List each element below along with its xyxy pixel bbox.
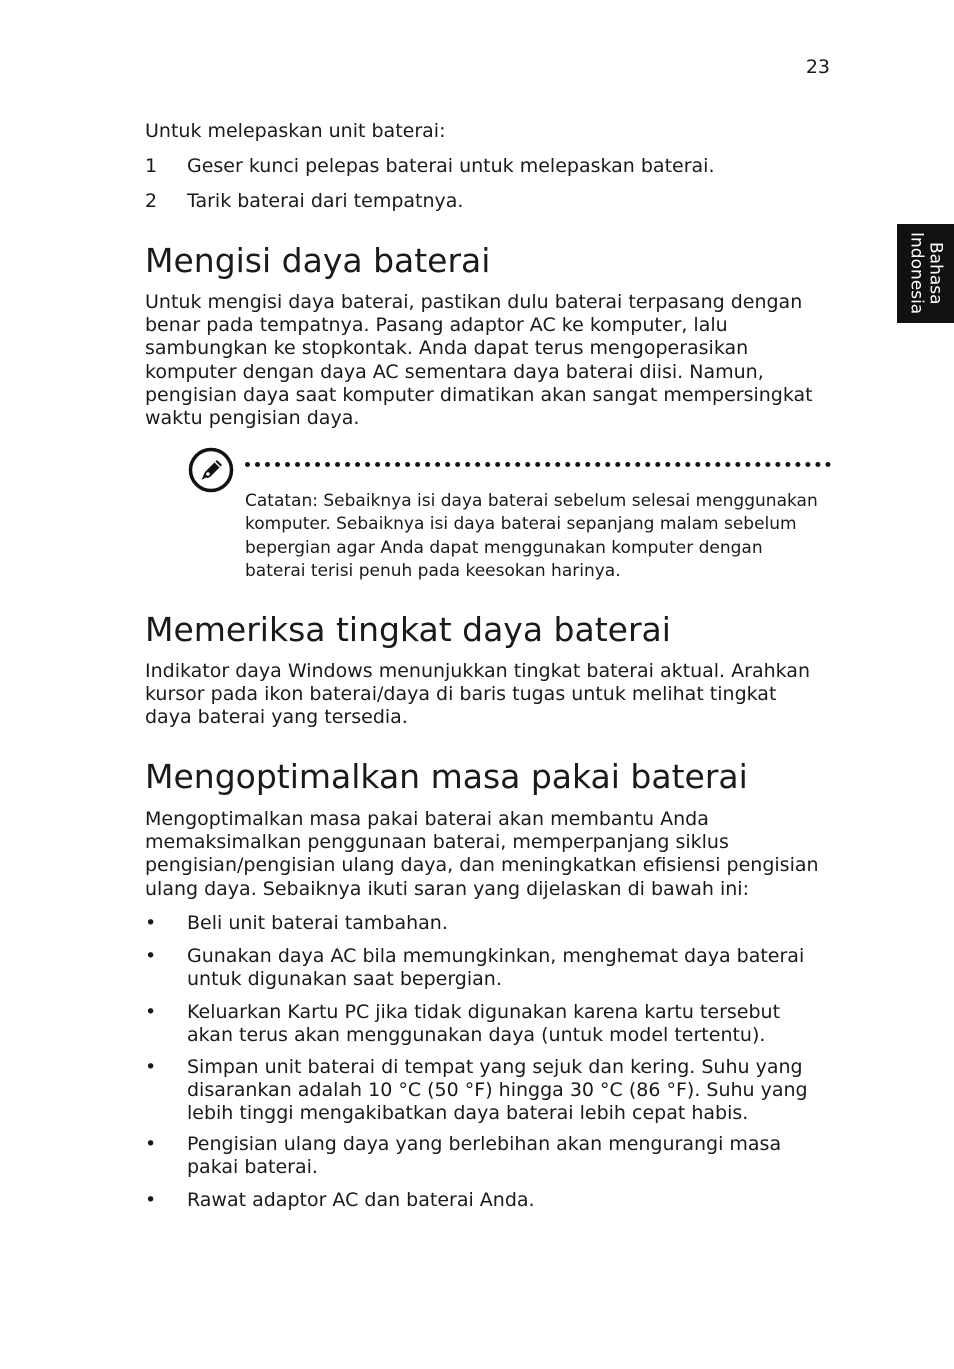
section-heading-optimizing: Mengoptimalkan masa pakai baterai bbox=[145, 757, 748, 796]
list-item-line: lebih tinggi mengakibatkan daya baterai lebih cepat habis. bbox=[187, 1102, 749, 1125]
list-item-line: Simpan unit baterai di tempat yang sejuk dan kering. Suhu yang bbox=[187, 1056, 803, 1078]
note-line: bepergian agar Anda dapat menggunakan komputer dengan bbox=[245, 537, 763, 558]
step-number: 1 bbox=[145, 155, 158, 177]
paragraph-line: Untuk mengisi daya baterai, pastikan dulu baterai terpasang dengan bbox=[145, 291, 803, 313]
step-text: Tarik baterai dari tempatnya. bbox=[187, 190, 464, 212]
note-dotted-divider bbox=[245, 462, 831, 467]
list-item-line: akan terus akan menggunakan daya (untuk model tertentu). bbox=[187, 1024, 766, 1047]
list-item-line: pakai baterai. bbox=[187, 1156, 318, 1179]
note-line: baterai terisi penuh pada keesokan harinya. bbox=[245, 560, 621, 581]
paragraph-line: memaksimalkan penggunaan baterai, memperpanjang siklus bbox=[145, 831, 729, 854]
language-side-tab: Bahasa Indonesia bbox=[897, 224, 954, 323]
list-item-line: disarankan adalah 10 °C (50 °F) hingga 30 °C (86 °F). Suhu yang bbox=[187, 1079, 808, 1102]
note-label: Catatan bbox=[245, 491, 313, 511]
paragraph-line: Indikator daya Windows menunjukkan tingkat baterai aktual. Arahkan bbox=[145, 660, 810, 682]
section-paragraph-charging bbox=[145, 291, 835, 430]
list-item-line: Pengisian ulang daya yang berlebihan akan mengurangi masa bbox=[187, 1133, 782, 1155]
bullet-icon: • bbox=[145, 945, 157, 967]
list-item-line: Rawat adaptor AC dan baterai Anda. bbox=[187, 1189, 535, 1211]
paragraph-line: pengisian daya saat komputer dimatikan akan sangat mempersingkat bbox=[145, 383, 813, 406]
paragraph-line: sambungkan ke stopkontak. Anda dapat terus mengoperasikan bbox=[145, 337, 749, 360]
bullet-icon: • bbox=[145, 912, 157, 934]
section-paragraph-optimizing bbox=[145, 808, 835, 901]
list-item-line: Gunakan daya AC bila memungkinkan, menghemat daya baterai bbox=[187, 945, 805, 967]
intro-lead: Untuk melepaskan unit baterai: bbox=[145, 120, 446, 142]
list-item-line: untuk digunakan saat bepergian. bbox=[187, 968, 502, 991]
bullet-icon: • bbox=[145, 1001, 157, 1023]
paragraph-line: kursor pada ikon baterai/daya di baris tugas untuk melihat tingkat bbox=[145, 683, 777, 706]
paragraph-line: benar pada tempatnya. Pasang adaptor AC ke komputer, lalu bbox=[145, 314, 728, 337]
step-text: Geser kunci pelepas baterai untuk melepaskan baterai. bbox=[187, 155, 715, 177]
pen-note-icon bbox=[188, 447, 234, 493]
section-heading-charging: Mengisi daya baterai bbox=[145, 241, 491, 280]
paragraph-line: ulang daya. Sebaiknya ikuti saran yang dijelaskan di bawah ini: bbox=[145, 877, 749, 900]
paragraph-line: komputer dengan daya AC sementara daya baterai diisi. Namun, bbox=[145, 360, 764, 383]
section-heading-checking: Memeriksa tingkat daya baterai bbox=[145, 610, 671, 649]
bullet-icon: • bbox=[145, 1133, 157, 1155]
note-line: komputer. Sebaiknya isi daya baterai sepanjang malam sebelum bbox=[245, 514, 797, 535]
note-line-text: : Sebaiknya isi daya baterai sebelum selesai menggunakan bbox=[312, 491, 818, 511]
page-number: 23 bbox=[805, 56, 830, 78]
bullet-icon: • bbox=[145, 1056, 157, 1078]
note-line bbox=[245, 490, 835, 513]
list-item-line: Beli unit baterai tambahan. bbox=[187, 912, 448, 934]
step-number: 2 bbox=[145, 190, 158, 212]
bullet-icon: • bbox=[145, 1189, 157, 1211]
section-paragraph-checking bbox=[145, 660, 835, 730]
paragraph-line: pengisian/pengisian ulang daya, dan meningkatkan efisiensi pengisian bbox=[145, 854, 819, 877]
paragraph-line: daya baterai yang tersedia. bbox=[145, 706, 408, 729]
paragraph-line: waktu pengisian daya. bbox=[145, 407, 360, 430]
paragraph-line: Mengoptimalkan masa pakai baterai akan membantu Anda bbox=[145, 808, 709, 830]
list-item-line: Keluarkan Kartu PC jika tidak digunakan karena kartu tersebut bbox=[187, 1001, 781, 1023]
note-callout bbox=[245, 490, 835, 583]
